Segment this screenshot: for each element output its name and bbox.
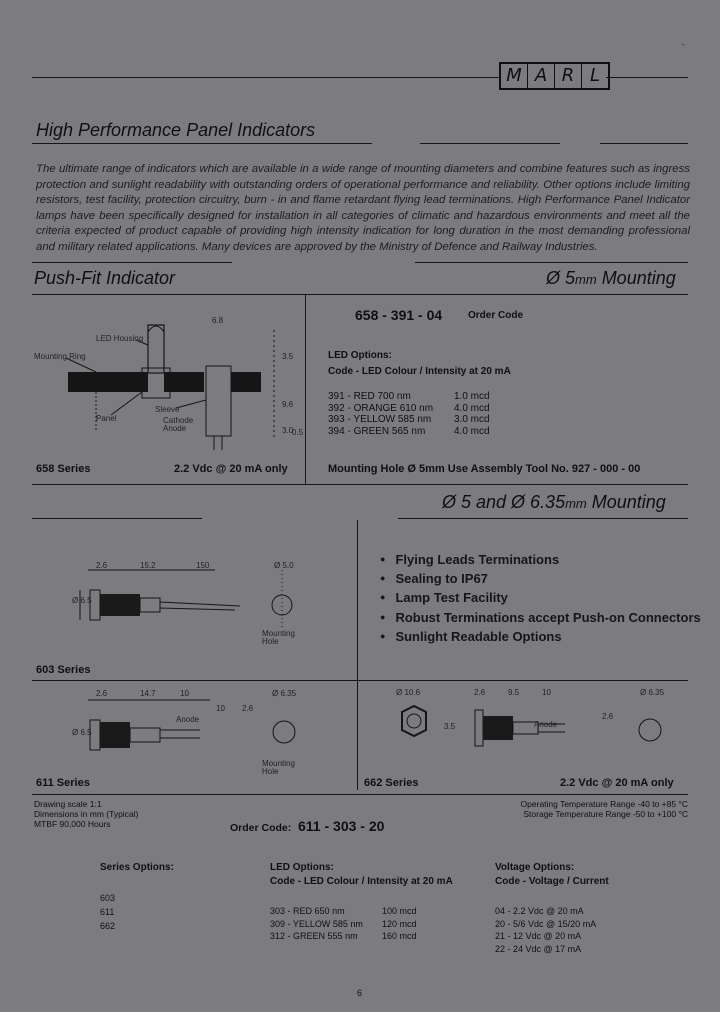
title-rule-left bbox=[32, 143, 372, 144]
dim-662: Ø 6.35 bbox=[640, 688, 665, 697]
voltage-row: 04 - 2.2 Vdc @ 20 mA bbox=[495, 906, 584, 916]
led-dome-shape bbox=[148, 326, 164, 332]
mounting-hole-label-603: Mounting Hole bbox=[262, 629, 295, 646]
dim-662: Ø 10.6 bbox=[396, 688, 421, 697]
pushfit-drive-spec: 2.2 Vdc @ 20 mA only bbox=[174, 463, 288, 475]
series-662-label: 662 Series bbox=[364, 777, 419, 789]
led-intensity: 4.0 mcd bbox=[454, 402, 490, 414]
series-662-divider bbox=[357, 680, 358, 790]
mounting2-bottom-rule bbox=[32, 794, 688, 795]
mounting2-heading-unit: mm bbox=[565, 496, 587, 511]
pushfit-bottom-rule bbox=[32, 484, 688, 485]
pushfit-rule-left bbox=[32, 262, 232, 263]
pushfit-box-top bbox=[32, 294, 688, 295]
mid-rule-left bbox=[32, 680, 357, 681]
label-cathode: Cathode bbox=[163, 416, 194, 425]
series-611-drawing bbox=[40, 700, 350, 780]
logo-letter: M bbox=[501, 64, 528, 88]
led-code: 394 bbox=[328, 425, 345, 437]
logo-letter: A bbox=[528, 64, 555, 88]
title-rule-mid bbox=[420, 143, 560, 144]
marl-logo bbox=[499, 62, 610, 90]
dim-611: Ø 6.5 bbox=[72, 728, 92, 737]
pushfit-order-code-label: Order Code bbox=[468, 310, 524, 321]
order-code-label: Order Code: bbox=[230, 822, 292, 834]
led-colour: - GREEN 565 nm bbox=[347, 425, 426, 437]
led-row bbox=[270, 905, 450, 918]
label-mounting-ring: Mounting Ring bbox=[34, 352, 86, 361]
feature-item: ● Sealing to IP67 bbox=[380, 569, 701, 588]
feature-list bbox=[380, 550, 701, 646]
anode-label-611: Anode bbox=[176, 715, 200, 724]
dim-603: Ø 6.5 bbox=[72, 596, 92, 605]
voltage-options-header: Code - Voltage / Current bbox=[495, 876, 609, 887]
panel-right-shape bbox=[231, 372, 261, 392]
dim-603: 15.2 bbox=[140, 561, 156, 570]
dim-611: 2.6 bbox=[242, 704, 254, 713]
led-code: 309 bbox=[270, 918, 286, 929]
dim-662: 2.6 bbox=[474, 688, 486, 697]
temperature-notes bbox=[500, 799, 688, 819]
led-options2-table bbox=[270, 905, 450, 943]
led-code: 303 bbox=[270, 906, 286, 916]
note-line: Dimensions in mm (Typical) bbox=[34, 809, 139, 819]
led-code: 392 bbox=[328, 402, 345, 414]
page-number: 6 bbox=[357, 988, 363, 998]
dim-611: 14.7 bbox=[140, 689, 156, 698]
dim-662: 9.5 bbox=[508, 688, 520, 697]
mid-rule-right bbox=[357, 680, 688, 681]
led-intensity: 1.0 mcd bbox=[454, 391, 490, 402]
intro-paragraph: The ultimate range of indicators which are available in a wide range of mounting diameters and combine features such as ingress protection and sunlight readability with outstanding orders of operational performance and reliability. Other options include limiting resistors, test facility, protection circuitry, burn - in and flame retardant flying lead terminations. High Performance Panel Indicator lamps have been specifically designed for installation in all categories of climatic and hazardous environments and meet all the criteria expected of product capable of providing high intensity indication for long duration in the most demanding professional and military related applications. Many devices are approved by the Ministry of Defence and Railway Industries. bbox=[36, 163, 690, 253]
mounting2-heading bbox=[442, 492, 666, 513]
dim-top: 6.8 bbox=[212, 316, 224, 325]
led-options2-header: Code - LED Colour / Intensity at 20 mA bbox=[270, 876, 453, 887]
series-option: 603 bbox=[100, 893, 116, 903]
dim-611: Ø 6.35 bbox=[272, 689, 297, 698]
led-intensity: 100 mcd bbox=[382, 906, 417, 916]
anode-label-662: Anode bbox=[534, 720, 558, 729]
series-options-list bbox=[100, 891, 115, 933]
note-line: MTBF 90,000 Hours bbox=[34, 819, 111, 829]
series-662-drawing bbox=[370, 690, 680, 770]
feature-item: ● Lamp Test Facility bbox=[380, 588, 701, 607]
led-row bbox=[328, 414, 498, 426]
dim-603: 150 bbox=[196, 561, 210, 570]
series-options-title: Series Options: bbox=[100, 862, 174, 873]
led-intensity: 3.0 mcd bbox=[454, 414, 490, 426]
logo-letter: L bbox=[589, 65, 601, 86]
mounting-unit: mm bbox=[575, 272, 597, 287]
mounting2-heading-a: Ø 5 and Ø 6.35 bbox=[442, 492, 566, 512]
led-colour: - RED 650 nm bbox=[287, 906, 345, 916]
pushfit-led-options-header: Code - LED Colour / Intensity at 20 mA bbox=[328, 366, 511, 377]
led-colour: - GREEN 555 nm bbox=[287, 931, 358, 941]
feature-item: ● Robust Terminations accept Push-on Connectors bbox=[380, 608, 701, 627]
dim-d: 0.5 bbox=[292, 428, 304, 437]
dim-c: 3.0 bbox=[282, 426, 294, 435]
mounting-diameter: Ø 5 bbox=[546, 268, 576, 288]
led-intensity: 160 mcd bbox=[382, 931, 417, 941]
order-code: 611 - 303 - 20 bbox=[298, 818, 385, 834]
pushfit-rule-right bbox=[415, 262, 688, 263]
note-line: Storage Temperature Range -50 to +100 °C bbox=[523, 809, 688, 819]
corner-mark: - bbox=[682, 40, 685, 49]
mounting2-heading-b: Mounting bbox=[586, 492, 666, 512]
mounting2-drive-spec: 2.2 Vdc @ 20 mA only bbox=[560, 777, 674, 789]
led-housing-shape bbox=[148, 325, 164, 373]
led-code: 391 bbox=[328, 391, 345, 402]
header-rule-right bbox=[606, 77, 688, 78]
dim-662: 2.6 bbox=[602, 712, 614, 721]
led-colour: - RED 700 nm bbox=[347, 391, 411, 402]
series-603-label: 603 Series bbox=[36, 664, 91, 676]
pushfit-led-table bbox=[328, 391, 498, 437]
drawing-notes bbox=[34, 799, 138, 829]
logo-letter: R bbox=[555, 64, 582, 88]
pushfit-mounting-heading bbox=[546, 268, 676, 289]
pushfit-heading: Push-Fit Indicator bbox=[34, 268, 176, 288]
led-intensity: 120 mcd bbox=[382, 918, 417, 929]
pushfit-order-code: 658 - 391 - 04 bbox=[355, 307, 443, 323]
dim-611: 10 bbox=[180, 689, 189, 698]
led-row bbox=[328, 391, 498, 403]
panel-left-shape bbox=[68, 372, 148, 392]
voltage-options-list bbox=[495, 905, 596, 955]
series-603-drawing bbox=[40, 560, 350, 660]
label-panel: Panel bbox=[96, 414, 117, 423]
led-row bbox=[270, 930, 450, 943]
pushfit-led-options-title: LED Options: bbox=[328, 350, 392, 361]
page-title: High Performance Panel Indicators bbox=[36, 120, 316, 140]
voltage-row: 21 - 12 Vdc @ 20 mA bbox=[495, 931, 582, 941]
label-sleeve: Sleeve bbox=[155, 405, 180, 414]
dim-a: 3.5 bbox=[282, 352, 294, 361]
series-option: 662 bbox=[100, 921, 116, 931]
sleeve-shape bbox=[206, 366, 231, 436]
note-line: Drawing scale 1:1 bbox=[34, 799, 102, 809]
led-row bbox=[328, 426, 498, 438]
title-rule-right bbox=[600, 143, 688, 144]
dim-603: Ø 5.0 bbox=[274, 561, 294, 570]
led-colour: - YELLOW 585 nm bbox=[287, 918, 363, 929]
feature-item: ● Flying Leads Terminations bbox=[380, 550, 701, 569]
pushfit-drawing bbox=[36, 300, 304, 460]
mounting2-rule-left bbox=[32, 518, 202, 519]
mounting2-divider bbox=[357, 520, 358, 680]
header-rule-left bbox=[32, 77, 499, 78]
pushfit-mounting-hole: Mounting Hole Ø 5mm Use Assembly Tool No. 927 - 000 - 00 bbox=[328, 463, 641, 475]
led-row bbox=[328, 403, 498, 415]
led-row bbox=[270, 918, 450, 931]
dim-603: 2.6 bbox=[96, 561, 108, 570]
dim-662: 10 bbox=[542, 688, 551, 697]
note-line: Operating Temperature Range -40 to +85 °C bbox=[520, 799, 688, 809]
led-code: 312 bbox=[270, 931, 286, 941]
pushfit-divider bbox=[305, 294, 306, 484]
series-option: 611 bbox=[100, 907, 115, 917]
dim-611: 2.6 bbox=[96, 689, 108, 698]
led-colour: - YELLOW 585 nm bbox=[347, 414, 432, 426]
voltage-row: 20 - 5/6 Vdc @ 15/20 mA bbox=[495, 918, 597, 929]
led-code: 393 bbox=[328, 414, 345, 426]
mounting2-rule-right bbox=[398, 518, 688, 519]
dim-662: 3.5 bbox=[444, 722, 456, 731]
label-anode: Anode bbox=[163, 424, 187, 433]
led-colour: - ORANGE 610 nm bbox=[347, 402, 434, 414]
led-options2-title: LED Options: bbox=[270, 862, 334, 873]
mounting-hole-label-611: Mounting Hole bbox=[262, 759, 295, 776]
dim-611: 10 bbox=[216, 704, 225, 713]
voltage-row: 22 - 24 Vdc @ 17 mA bbox=[495, 943, 582, 954]
series-611-label: 611 Series bbox=[36, 777, 90, 789]
voltage-options-title: Voltage Options: bbox=[495, 862, 575, 873]
label-led-housing: LED Housing bbox=[96, 334, 144, 343]
dim-b: 9.6 bbox=[282, 400, 294, 409]
feature-item: ● Sunlight Readable Options bbox=[380, 627, 701, 646]
led-intensity: 4.0 mcd bbox=[454, 425, 490, 437]
series-658-label: 658 Series bbox=[36, 463, 91, 475]
mounting-suffix: Mounting bbox=[596, 268, 676, 288]
